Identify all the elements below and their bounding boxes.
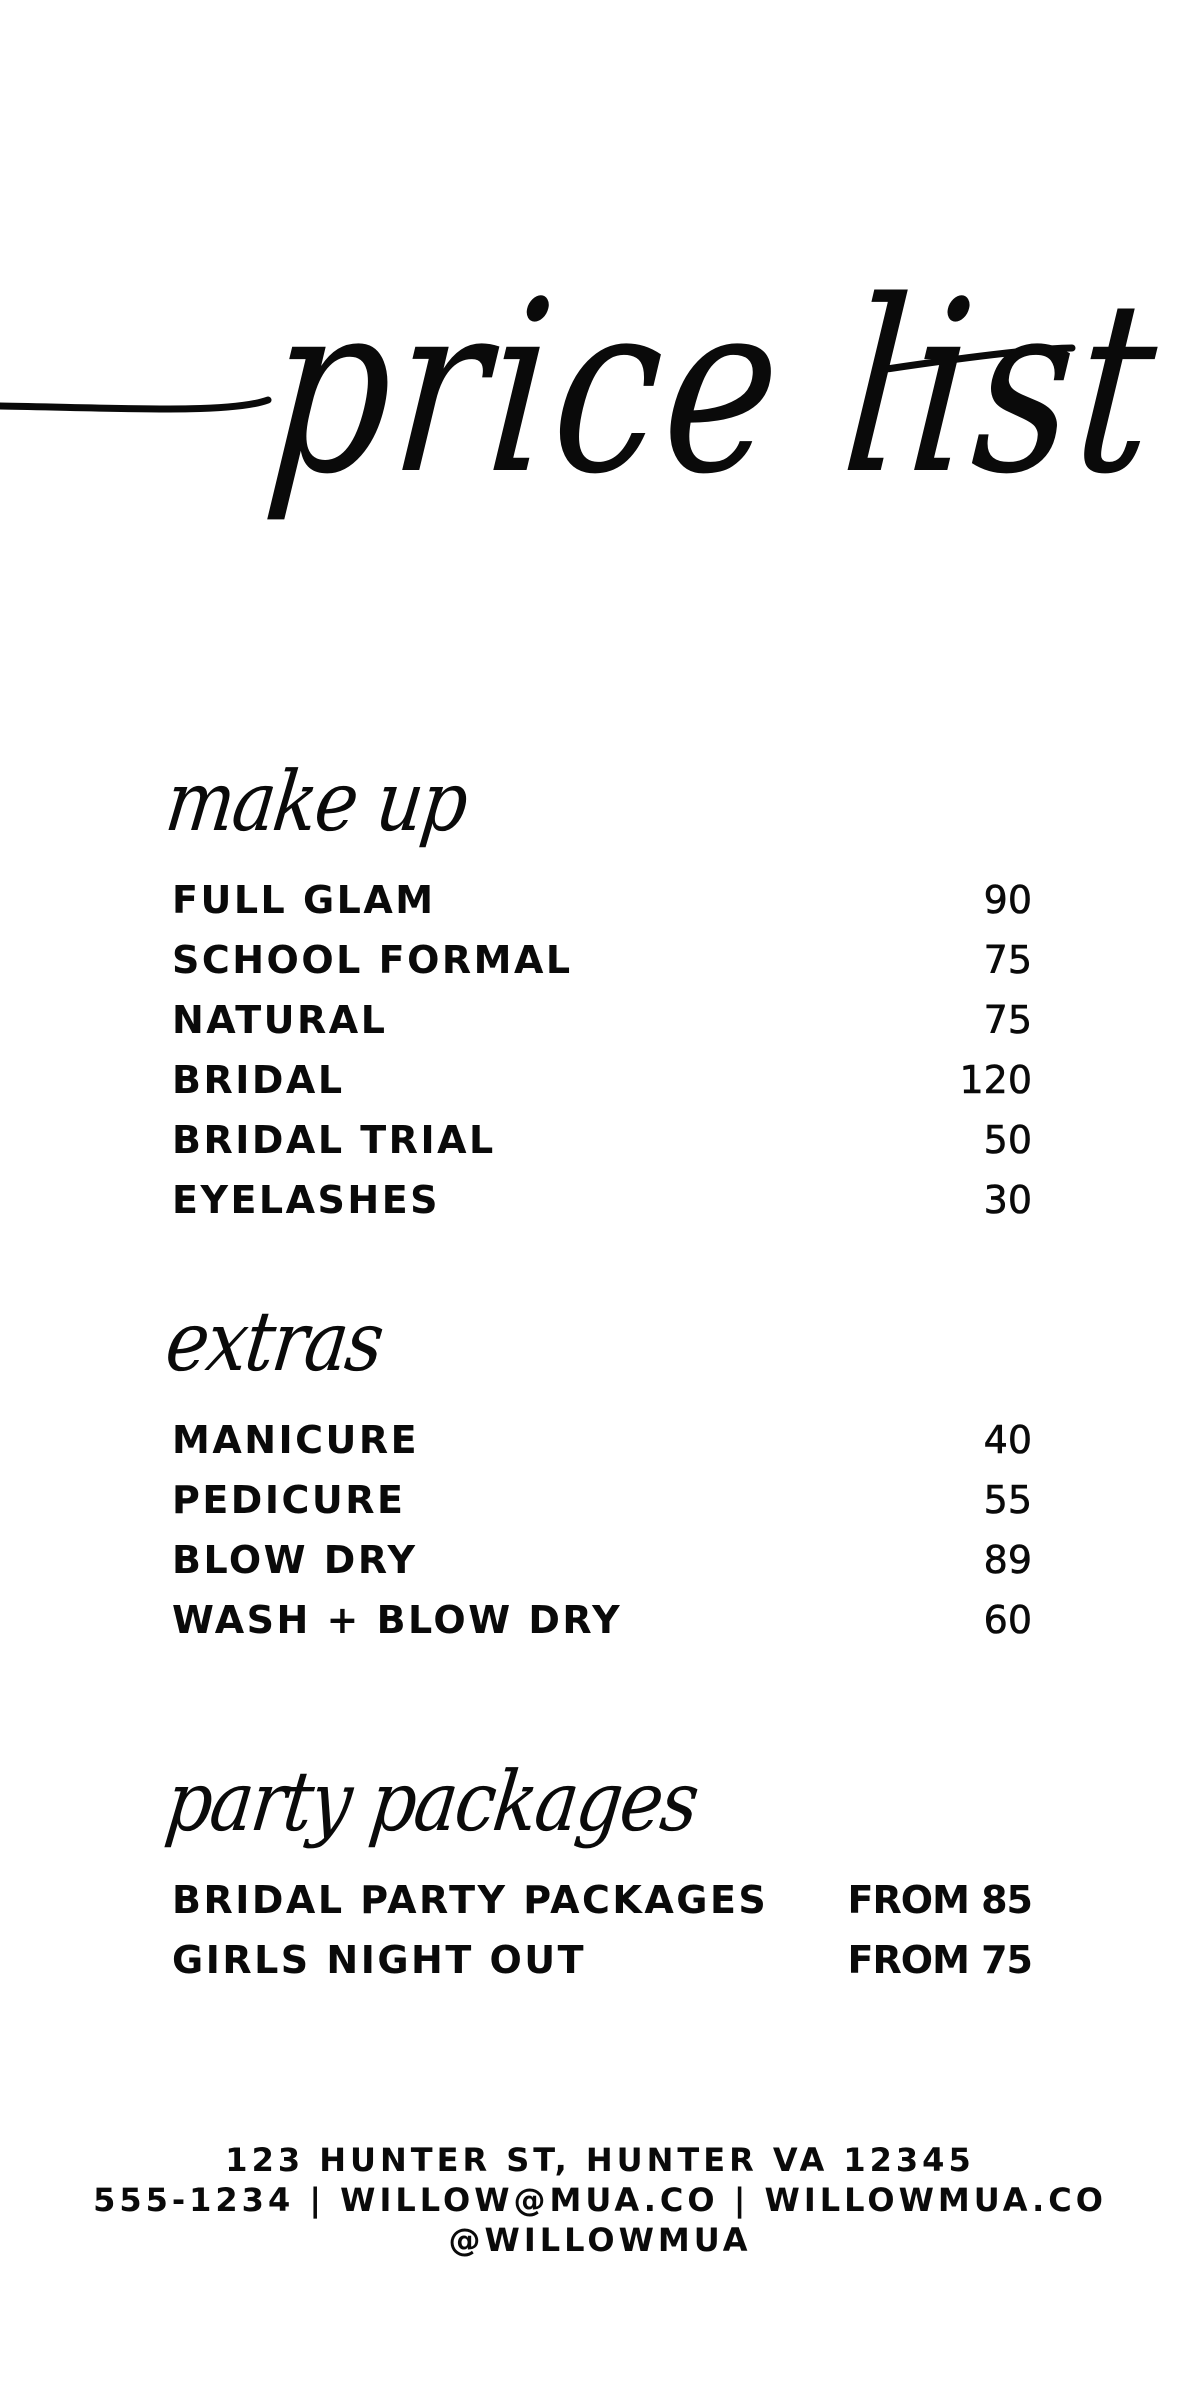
service-price: 89 xyxy=(983,1538,1032,1582)
service-name: PEDICURE xyxy=(172,1478,406,1522)
price-row xyxy=(172,1110,1032,1170)
service-price: 90 xyxy=(983,878,1032,922)
service-name: SCHOOL FORMAL xyxy=(172,938,573,982)
service-name: MANICURE xyxy=(172,1418,420,1462)
price-row xyxy=(172,1170,1032,1230)
contact-line: 555-1234 | WILLOW@MUA.CO | WILLOWMUA.CO xyxy=(93,2181,1107,2219)
service-name: GIRLS NIGHT OUT xyxy=(172,1938,587,1982)
section-heading: make up xyxy=(161,753,472,850)
service-name: BRIDAL PARTY PACKAGES xyxy=(172,1878,769,1922)
section-make-up xyxy=(161,753,1032,1230)
section-extras xyxy=(161,1293,1032,1650)
price-row xyxy=(172,1470,1032,1530)
service-price: 60 xyxy=(983,1598,1032,1642)
service-name: BRIDAL TRIAL xyxy=(172,1118,496,1162)
service-price: 120 xyxy=(959,1058,1032,1102)
social-handle: @WILLOWMUA xyxy=(448,2221,752,2259)
price-row xyxy=(172,1930,1032,1990)
address-line: 123 HUNTER ST, HUNTER VA 12345 xyxy=(225,2141,975,2179)
section-heading: party packages xyxy=(161,1753,703,1850)
price-list-title-block xyxy=(0,230,1200,650)
price-row xyxy=(172,990,1032,1050)
service-name: EYELASHES xyxy=(172,1178,441,1222)
price-row xyxy=(172,1590,1032,1650)
service-price: 30 xyxy=(983,1178,1032,1222)
service-name: FULL GLAM xyxy=(172,878,436,922)
service-name: NATURAL xyxy=(172,998,388,1042)
service-name: BLOW DRY xyxy=(172,1538,418,1582)
service-price: FROM 85 xyxy=(847,1878,1032,1922)
service-price: 75 xyxy=(983,938,1032,982)
service-price: 40 xyxy=(983,1418,1032,1462)
contact-footer xyxy=(0,2140,1200,2260)
price-row xyxy=(172,1050,1032,1110)
service-name: WASH + BLOW DRY xyxy=(172,1598,623,1642)
service-price: 55 xyxy=(983,1478,1032,1522)
section-party-packages xyxy=(161,1753,1032,1990)
price-row xyxy=(172,1530,1032,1590)
service-name: BRIDAL xyxy=(172,1058,345,1102)
section-heading: extras xyxy=(161,1293,388,1390)
service-price: 50 xyxy=(983,1118,1032,1162)
service-price: FROM 75 xyxy=(847,1938,1032,1982)
page-title: price list xyxy=(258,250,1170,527)
service-price: 75 xyxy=(983,998,1032,1042)
price-row xyxy=(172,930,1032,990)
